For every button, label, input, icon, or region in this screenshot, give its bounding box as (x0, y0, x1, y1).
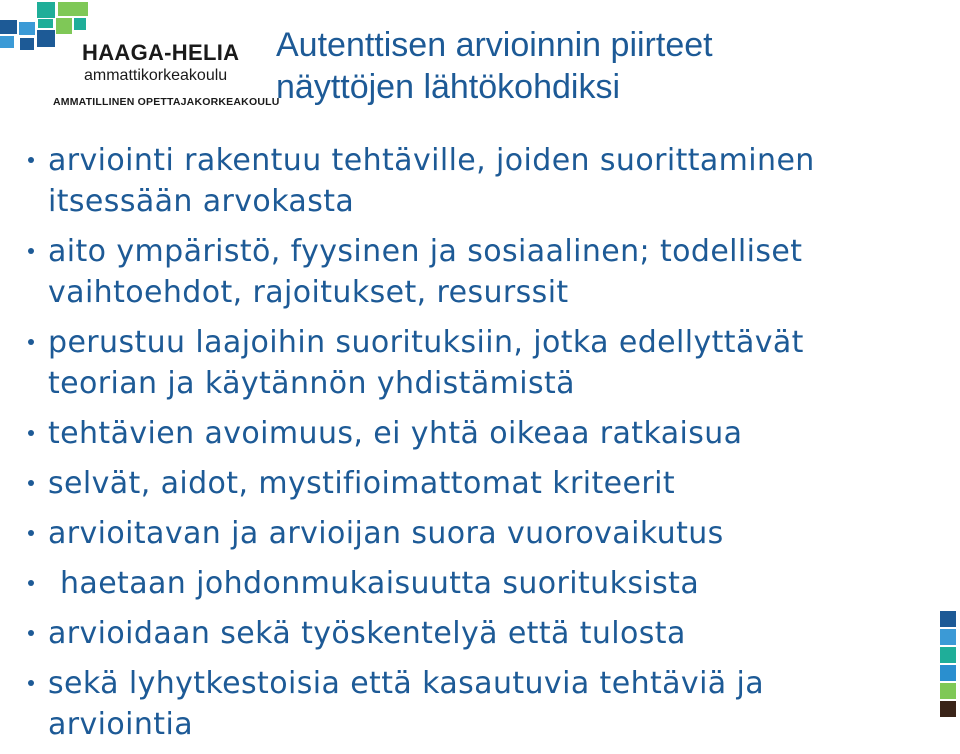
bullet-dot-icon (28, 430, 34, 436)
deco-square (940, 683, 956, 699)
list-item-text: aito ympäristö, fyysinen ja sosiaalinen; todelliset vaihtoehdot, rajoitukset, resurssit (48, 234, 803, 310)
slide-title (276, 24, 713, 108)
list-item-text: arviointi rakentuu tehtäville, joiden suorittaminen itsessään arvokasta (48, 143, 815, 219)
bullet-dot-icon (28, 248, 34, 254)
decorative-color-strip (940, 611, 960, 719)
bullet-dot-icon (28, 680, 34, 686)
list-item-text: arvioidaan sekä työskentelyä että tulosta (48, 616, 686, 651)
list-item (28, 663, 928, 745)
bullet-list (28, 140, 928, 754)
bullet-dot-icon (28, 630, 34, 636)
list-item-text: tehtävien avoimuus, ei yhtä oikeaa ratkaisua (48, 416, 743, 451)
slide-title-line-1: Autenttisen arvioinnin piirteet (276, 26, 713, 64)
list-item (28, 613, 928, 654)
deco-square (940, 665, 956, 681)
list-item (28, 140, 928, 222)
logo-subtitle: ammattikorkeakoulu (84, 67, 228, 84)
list-item (28, 513, 928, 554)
list-item-text: sekä lyhytkestoisia että kasautuvia tehtäviä ja arviointia (48, 666, 765, 742)
bullet-dot-icon (28, 339, 34, 345)
deco-square (940, 629, 956, 645)
bullet-dot-icon (28, 530, 34, 536)
haaga-helia-logo (0, 0, 280, 120)
list-item (28, 413, 928, 454)
list-item (28, 231, 928, 313)
list-item-text: haetaan johdonmukaisuutta suorituksista (60, 566, 700, 601)
bullet-dot-icon (28, 480, 34, 486)
deco-square (940, 611, 956, 627)
deco-square (940, 701, 956, 717)
list-item-text: selvät, aidot, mystifioimattomat kriteerit (48, 466, 675, 501)
list-item-text: arvioitavan ja arvioijan suora vuorovaikutus (48, 516, 724, 551)
logo-name: HAAGA-HELIA (82, 40, 240, 65)
list-item-text: perustuu laajoihin suorituksiin, jotka edellyttävät teorian ja käytännön yhdistämistä (48, 325, 804, 401)
bullet-dot-icon (28, 580, 34, 586)
bullet-dot-icon (28, 157, 34, 163)
list-item (28, 322, 928, 404)
logo-tagline: AMMATILLINEN OPETTAJAKORKEAKOULU (53, 96, 280, 108)
deco-square (940, 647, 956, 663)
slide-title-line-2: näyttöjen lähtökohdiksi (276, 68, 621, 106)
list-item (28, 563, 928, 604)
logo-mark-icon (0, 0, 92, 60)
list-item (28, 463, 928, 504)
